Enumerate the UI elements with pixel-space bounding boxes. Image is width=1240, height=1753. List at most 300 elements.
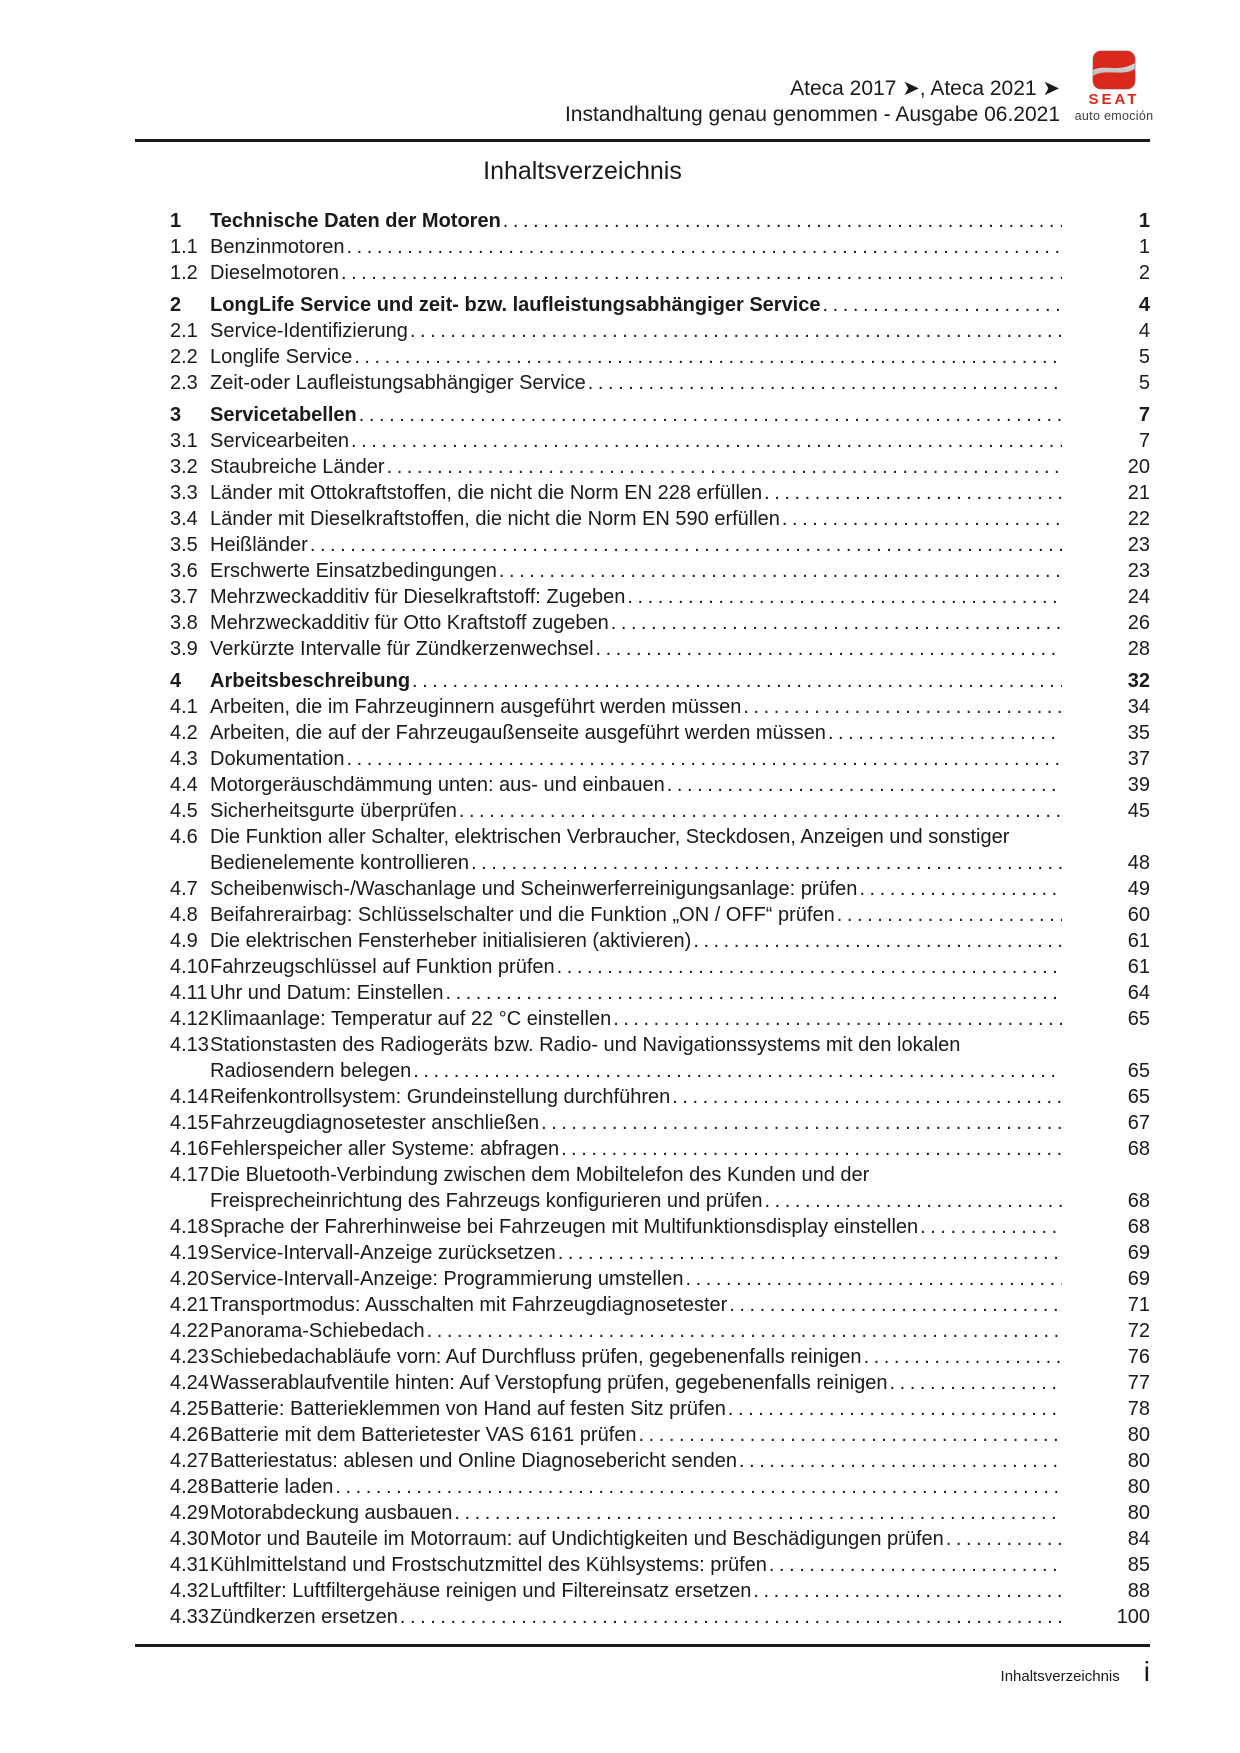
toc-entry-number: 4.19: [170, 1242, 209, 1264]
page-footer: [135, 1657, 1150, 1687]
toc-entry: [135, 558, 1150, 584]
toc-entry-page: 77: [1127, 1372, 1150, 1394]
toc-entry-number: 4.14: [170, 1086, 209, 1108]
toc-entry: [135, 344, 1150, 370]
toc-entry-number: 4.1: [170, 696, 198, 718]
toc-entry-title: [210, 344, 1062, 370]
toc-entry: [135, 720, 1150, 746]
toc-entry-title-line: Uhr und Datum: Einstellen: [210, 982, 444, 1004]
toc-entry-title-line: Klimaanlage: Temperatur auf 22 °C einstellen: [210, 1008, 612, 1030]
toc-entry-number: 4.20: [170, 1268, 209, 1290]
dot-leader: [743, 694, 1062, 720]
toc-entry-title-line: Servicetabellen: [210, 404, 357, 426]
toc-entry-title: [210, 610, 1062, 636]
toc-entry-title-line: Benzinmotoren: [210, 236, 345, 258]
toc-entry-page: 80: [1127, 1450, 1150, 1472]
toc-entry: [135, 1032, 1150, 1084]
toc-entry-title-line: Bedienelemente kontrollieren: [210, 852, 470, 874]
toc-entry-number: 4.25: [170, 1398, 209, 1420]
toc-entry-title: [210, 1084, 1062, 1110]
dot-leader: [823, 292, 1063, 318]
toc-entry-page: 1: [1138, 210, 1150, 232]
toc-entry-title: [210, 668, 1062, 694]
dot-leader: [639, 1422, 1062, 1448]
toc-entry-title: [210, 1604, 1062, 1630]
toc-entry-number: 4.30: [170, 1528, 209, 1550]
toc-entry-title: [210, 428, 1062, 454]
toc-entry: [135, 746, 1150, 772]
toc-entry-number: 3.6: [170, 560, 198, 582]
toc-entry: [135, 1240, 1150, 1266]
toc-entry-page: 23: [1127, 534, 1150, 556]
toc-entry-title: [210, 454, 1062, 480]
toc-entry-title-line: Service-Intervall-Anzeige: Programmierung umstellen: [210, 1268, 684, 1290]
seat-logo: [1072, 50, 1156, 123]
toc-entry-title-line: Zeit-oder Laufleistungsabhängiger Service: [210, 372, 586, 394]
toc-entry-page: 24: [1127, 586, 1150, 608]
toc-entry-number: 3.3: [170, 482, 198, 504]
dot-leader: [347, 746, 1062, 772]
toc-entry-page: 34: [1127, 696, 1150, 718]
toc-entry-title-line: Fahrzeugdiagnosetester anschließen: [210, 1112, 540, 1134]
dot-leader: [459, 798, 1062, 824]
toc-entry: [135, 1370, 1150, 1396]
toc-entry-number: 3: [170, 404, 182, 426]
toc-entry-title: [210, 1474, 1062, 1500]
toc-entry-page: 20: [1127, 456, 1150, 478]
dot-leader: [693, 928, 1062, 954]
toc-entry-number: 4.33: [170, 1606, 209, 1628]
toc-entry: [135, 636, 1150, 662]
toc-entry-title: [210, 370, 1062, 396]
toc-entry-title: [210, 234, 1062, 260]
toc-entry-number: 4.10: [170, 956, 209, 978]
dot-leader: [613, 1006, 1062, 1032]
toc-entry-title-line: Motor und Bauteile im Motorraum: auf Undichtigkeiten und Beschädigungen prüfen: [210, 1528, 944, 1550]
toc-entry: [135, 1578, 1150, 1604]
toc-entry-title-line: Die Funktion aller Schalter, elektrischen Verbraucher, Steckdosen, Anzeigen und sonstiger: [210, 826, 1010, 848]
dot-leader: [454, 1500, 1062, 1526]
dot-leader: [558, 1240, 1062, 1266]
toc-entry-title-line: Die elektrischen Fensterheber initialisieren (aktivieren): [210, 930, 692, 952]
toc-entry-title-line: Scheibenwisch-/Waschanlage und Scheinwerferreinigungsanlage: prüfen: [210, 878, 858, 900]
toc-entry-number: 4.26: [170, 1424, 209, 1446]
dot-leader: [499, 558, 1062, 584]
toc-entry-title-line: Stationstasten des Radiogeräts bzw. Radio- und Navigationssystems mit den lokalen: [210, 1034, 961, 1056]
toc-entry-title: [210, 1552, 1062, 1578]
toc-entry-title-line: Dieselmotoren: [210, 262, 339, 284]
toc-entry-number: 4.29: [170, 1502, 209, 1524]
toc-entry: [135, 772, 1150, 798]
toc-entry-title-line: Die Bluetooth-Verbindung zwischen dem Mobiltelefon des Kunden und der: [210, 1164, 870, 1186]
dot-leader: [310, 532, 1062, 558]
toc-entry: [135, 1110, 1150, 1136]
toc-entry-page: 68: [1127, 1138, 1150, 1160]
toc-entry-page: 84: [1127, 1528, 1150, 1550]
toc-entry-title-line: Batteriestatus: ablesen und Online Diagnosebericht senden: [210, 1450, 738, 1472]
toc-entry: [135, 902, 1150, 928]
toc-entry-title-line: Panorama-Schiebedach: [210, 1320, 425, 1342]
toc-entry-title: [210, 902, 1062, 928]
toc-entry-title: [210, 824, 1062, 876]
toc-entry-number: 2.2: [170, 346, 198, 368]
toc-entry-title-line: Freisprecheinrichtung des Fahrzeugs konfigurieren und prüfen: [210, 1190, 763, 1212]
dot-leader: [753, 1578, 1062, 1604]
dot-leader: [837, 902, 1062, 928]
toc-entry-page: 72: [1127, 1320, 1150, 1342]
toc-entry-page: 78: [1127, 1398, 1150, 1420]
toc-entry-page: 23: [1127, 560, 1150, 582]
toc-entry-number: 4.22: [170, 1320, 209, 1342]
toc-entry-title: [210, 636, 1062, 662]
toc-entry: [135, 1604, 1150, 1630]
page-title: Inhaltsverzeichnis: [483, 157, 682, 185]
toc-entry-page: 28: [1127, 638, 1150, 660]
toc-entry-title-line: Mehrzweckadditiv für Otto Kraftstoff zugeben: [210, 612, 609, 634]
toc-entry-number: 2.1: [170, 320, 198, 342]
toc-entry-number: 3.1: [170, 430, 198, 452]
toc-entry-title: [210, 260, 1062, 286]
toc-entry: [135, 428, 1150, 454]
dot-leader: [335, 1474, 1062, 1500]
toc-entry-title: [210, 208, 1062, 234]
toc-entry: [135, 610, 1150, 636]
dot-leader: [769, 1552, 1062, 1578]
header-rule: [135, 139, 1150, 142]
dot-leader: [400, 1604, 1062, 1630]
seat-emblem-icon: [1092, 50, 1136, 90]
toc-entry-title: [210, 402, 1062, 428]
toc-entry-title: [210, 1526, 1062, 1552]
toc-entry-title-line: Arbeiten, die im Fahrzeuginnern ausgeführt werden müssen: [210, 696, 742, 718]
toc-entry-title: [210, 292, 1062, 318]
toc-entry: [135, 506, 1150, 532]
toc-entry-title: [210, 876, 1062, 902]
dot-leader: [427, 1318, 1062, 1344]
toc-entry-title-line: Fahrzeugschlüssel auf Funktion prüfen: [210, 956, 555, 978]
toc-entry-number: 4.6: [170, 826, 198, 848]
toc-entry-page: 4: [1138, 294, 1150, 316]
toc-entry-page: 64: [1127, 982, 1150, 1004]
page-header: [135, 0, 1154, 142]
toc-entry-title-line: Dokumentation: [210, 748, 345, 770]
toc-entry: [135, 1500, 1150, 1526]
toc-entry: [135, 668, 1150, 694]
toc-entry-title-line: Motorabdeckung ausbauen: [210, 1502, 453, 1524]
toc-entry-page: 48: [1127, 852, 1150, 874]
dot-leader: [672, 1084, 1062, 1110]
dot-leader: [561, 1136, 1062, 1162]
toc-entry: [135, 1526, 1150, 1552]
toc-entry-title: [210, 746, 1062, 772]
toc-entry-number: 3.7: [170, 586, 198, 608]
toc-entry: [135, 798, 1150, 824]
dot-leader: [410, 318, 1062, 344]
toc-entry-number: 4: [170, 670, 182, 692]
toc-entry-number: 1: [170, 210, 182, 232]
toc-entry-page: 26: [1127, 612, 1150, 634]
toc-entry-number: 3.8: [170, 612, 198, 634]
toc-entry-title: [210, 1136, 1062, 1162]
toc-entry-page: 68: [1127, 1190, 1150, 1212]
toc-entry-title-line: Mehrzweckadditiv für Dieselkraftstoff: Zugeben: [210, 586, 626, 608]
toc-entry-page: 1: [1138, 236, 1150, 258]
toc-entry-title: [210, 1344, 1062, 1370]
toc-entry-page: 7: [1138, 430, 1150, 452]
toc-entry: [135, 954, 1150, 980]
toc-entry-number: 4.9: [170, 930, 198, 952]
toc-entry-title-line: Longlife Service: [210, 346, 353, 368]
toc-entry: [135, 532, 1150, 558]
toc-entry-page: 45: [1127, 800, 1150, 822]
toc-entry-number: 4.3: [170, 748, 198, 770]
toc-entry-title-line: Reifenkontrollsystem: Grundeinstellung durchführen: [210, 1086, 671, 1108]
toc-entry-title-line: Sicherheitsgurte überprüfen: [210, 800, 457, 822]
toc-entry-number: 4.18: [170, 1216, 209, 1238]
toc-entry-number: 3.4: [170, 508, 198, 530]
toc-entry: [135, 1396, 1150, 1422]
toc-entry-title-line: Zündkerzen ersetzen: [210, 1606, 398, 1628]
seat-tagline-text: auto emoción: [1074, 109, 1154, 123]
toc-entry-number: 4.8: [170, 904, 198, 926]
toc-entry: [135, 1266, 1150, 1292]
toc-entry-page: 80: [1127, 1502, 1150, 1524]
toc-entry: [135, 402, 1150, 428]
toc-entry: [135, 1084, 1150, 1110]
toc-entry-title-line: Radiosendern belegen: [210, 1060, 412, 1082]
toc-entry-number: 4.7: [170, 878, 198, 900]
dot-leader: [611, 610, 1062, 636]
toc-entry-number: 4.2: [170, 722, 198, 744]
dot-leader: [686, 1266, 1062, 1292]
toc-entry-title: [210, 1032, 1062, 1084]
toc-entry-page: 67: [1127, 1112, 1150, 1134]
toc-entry-page: 61: [1127, 956, 1150, 978]
toc-entry-number: 2.3: [170, 372, 198, 394]
toc-entry-number: 4.11: [170, 982, 208, 1004]
toc-entry-page: 76: [1127, 1346, 1150, 1368]
toc-entry: [135, 876, 1150, 902]
toc-entry-page: 5: [1138, 346, 1150, 368]
toc-entry-title: [210, 1396, 1062, 1422]
toc-entry-title: [210, 1006, 1062, 1032]
dot-leader: [351, 428, 1062, 454]
toc-entry-title: [210, 480, 1062, 506]
toc-entry-title: [210, 720, 1062, 746]
toc-entry-title-line: Arbeiten, die auf der Fahrzeugaußenseite ausgeführt werden müssen: [210, 722, 826, 744]
toc-entry-page: 69: [1127, 1268, 1150, 1290]
footer-section-label: Inhaltsverzeichnis: [1000, 1668, 1120, 1685]
toc-entry-page: 21: [1127, 482, 1150, 504]
toc-entry-number: 4.13: [170, 1034, 209, 1056]
toc-entry-title-line: Länder mit Ottokraftstoffen, die nicht die Norm EN 228 erfüllen: [210, 482, 763, 504]
toc-entry-number: 4.15: [170, 1112, 209, 1134]
toc-entry-title: [210, 1214, 1062, 1240]
footer-rule: [135, 1644, 1150, 1647]
dot-leader: [729, 1292, 1062, 1318]
toc-entry-title: [210, 532, 1062, 558]
toc-entry-number: 2: [170, 294, 182, 316]
toc-entry-page: 80: [1127, 1424, 1150, 1446]
toc-entry: [135, 1006, 1150, 1032]
toc-entry: [135, 1474, 1150, 1500]
toc-entry-number: 4.32: [170, 1580, 209, 1602]
toc-entry-number: 1.2: [170, 262, 198, 284]
toc-entry-number: 3.2: [170, 456, 198, 478]
toc-entry-page: 100: [1116, 1606, 1150, 1628]
toc-entry-title: [210, 928, 1062, 954]
dot-leader: [728, 1396, 1062, 1422]
toc-entry-page: 69: [1127, 1242, 1150, 1264]
toc-entry-title: [210, 1240, 1062, 1266]
dot-leader: [347, 234, 1062, 260]
toc-entry-page: 37: [1127, 748, 1150, 770]
toc-entry-title-line: Staubreiche Länder: [210, 456, 385, 478]
toc-entry-title: [210, 1292, 1062, 1318]
toc-entry: [135, 260, 1150, 286]
header-subtitle-line: Instandhaltung genau genommen - Ausgabe 06.2021: [564, 103, 1060, 126]
dot-leader: [557, 954, 1062, 980]
dot-leader: [946, 1526, 1062, 1552]
dot-leader: [864, 1344, 1062, 1370]
toc-entry: [135, 370, 1150, 396]
toc-entry-title: [210, 1448, 1062, 1474]
seat-brand-text: SEAT: [1088, 91, 1140, 108]
toc-entry-title-line: Batterie: Batterieklemmen von Hand auf festen Sitz prüfen: [210, 1398, 726, 1420]
header-text: [565, 76, 1060, 128]
dot-leader: [782, 506, 1062, 532]
dot-leader: [341, 260, 1062, 286]
toc-entry-title-line: Motorgeräuschdämmung unten: aus- und einbauen: [210, 774, 665, 796]
toc-entry-title-line: Sprache der Fahrerhinweise bei Fahrzeugen mit Multifunktionsdisplay einstellen: [210, 1216, 919, 1238]
toc-entry-title: [210, 1266, 1062, 1292]
toc-entry-title: [210, 318, 1062, 344]
toc-entry-page: 65: [1127, 1060, 1150, 1082]
toc-entry-page: 5: [1138, 372, 1150, 394]
toc-entry-page: 22: [1127, 508, 1150, 530]
toc-entry: [135, 1214, 1150, 1240]
toc-entry: [135, 1136, 1150, 1162]
toc-entry-title: [210, 772, 1062, 798]
toc-entry: [135, 480, 1150, 506]
toc-entry-page: 65: [1127, 1008, 1150, 1030]
toc-entry-title: [210, 1500, 1062, 1526]
dot-leader: [503, 208, 1062, 234]
toc-entry: [135, 1552, 1150, 1578]
dot-leader: [890, 1370, 1063, 1396]
toc-entry-number: 4.31: [170, 1554, 209, 1576]
toc-entry-page: 4: [1138, 320, 1150, 342]
toc-entry-page: 2: [1138, 262, 1150, 284]
dot-leader: [387, 454, 1062, 480]
toc-entry-number: 3.9: [170, 638, 198, 660]
dot-leader: [354, 344, 1062, 370]
toc-entry-title-line: Technische Daten der Motoren: [210, 210, 501, 232]
toc-entry-number: 4.21: [170, 1294, 209, 1316]
toc-entry-title-line: Service-Intervall-Anzeige zurücksetzen: [210, 1242, 556, 1264]
dot-leader: [859, 876, 1062, 902]
toc-entry-title-line: Erschwerte Einsatzbedingungen: [210, 560, 497, 582]
dot-leader: [471, 850, 1062, 876]
toc-entry-title-line: LongLife Service und zeit- bzw. laufleistungsabhängiger Service: [210, 294, 821, 316]
toc-entry: [135, 454, 1150, 480]
toc-entry-title: [210, 558, 1062, 584]
toc-entry-title: [210, 954, 1062, 980]
toc-entry: [135, 234, 1150, 260]
dot-leader: [920, 1214, 1062, 1240]
toc-entry: [135, 694, 1150, 720]
toc-entry-title: [210, 1370, 1062, 1396]
toc-entry-number: 4.28: [170, 1476, 209, 1498]
toc-entry: [135, 1162, 1150, 1214]
toc-entry-title-line: Schiebedachabläufe vorn: Auf Durchfluss prüfen, gegebenenfalls reinigen: [210, 1346, 862, 1368]
toc-entry-title: [210, 506, 1062, 532]
toc-entry-number: 1.1: [170, 236, 198, 258]
toc-entry-title: [210, 1578, 1062, 1604]
toc-entry-title-line: Wasserablaufventile hinten: Auf Verstopfung prüfen, gegebenenfalls reinigen: [210, 1372, 888, 1394]
toc-entry-number: 3.5: [170, 534, 198, 556]
toc-entry-number: 4.17: [170, 1164, 209, 1186]
toc-entry-number: 4.23: [170, 1346, 209, 1368]
toc-entry-number: 4.12: [170, 1008, 209, 1030]
toc-entry: [135, 1292, 1150, 1318]
toc-entry-title-line: Arbeitsbeschreibung: [210, 670, 411, 692]
toc-entry-title: [210, 980, 1062, 1006]
toc-entry-title: [210, 1422, 1062, 1448]
toc-entry-number: 4.24: [170, 1372, 209, 1394]
toc-entry-page: 88: [1127, 1580, 1150, 1602]
toc-entry-number: 4.4: [170, 774, 198, 796]
toc-entry-page: 68: [1127, 1216, 1150, 1238]
toc-entry: [135, 1448, 1150, 1474]
toc-entry-title-line: Beifahrerairbag: Schlüsselschalter und die Funktion „ON / OFF“ prüfen: [210, 904, 835, 926]
toc-entry-title: [210, 1318, 1062, 1344]
toc-entry-page: 71: [1127, 1294, 1150, 1316]
toc-entry-page: 80: [1127, 1476, 1150, 1498]
dot-leader: [828, 720, 1062, 746]
toc-entry-title-line: Fehlerspeicher aller Systeme: abfragen: [210, 1138, 560, 1160]
footer-page-number: i: [1143, 1656, 1150, 1687]
toc-entry-title-line: Batterie laden: [210, 1476, 334, 1498]
header-model-line: Ateca 2017 ➤, Ateca 2021 ➤: [790, 77, 1060, 100]
dot-leader: [445, 980, 1062, 1006]
toc-entry: [135, 318, 1150, 344]
dot-leader: [588, 370, 1062, 396]
toc-entry-title-line: Luftfilter: Luftfiltergehäuse reinigen und Filtereinsatz ersetzen: [210, 1580, 752, 1602]
toc-entry-number: 4.27: [170, 1450, 209, 1472]
toc-entry: [135, 1344, 1150, 1370]
toc-entry: [135, 824, 1150, 876]
toc-entry-title-line: Verkürzte Intervalle für Zündkerzenwechsel: [210, 638, 594, 660]
dot-leader: [739, 1448, 1062, 1474]
dot-leader: [764, 480, 1062, 506]
toc-entry-page: 35: [1127, 722, 1150, 744]
toc-entry-title: [210, 1162, 1062, 1214]
toc-entry: [135, 208, 1150, 234]
toc-entry-page: 39: [1127, 774, 1150, 796]
toc-entry-title: [210, 584, 1062, 610]
toc-entry: [135, 1422, 1150, 1448]
toc-entry: [135, 928, 1150, 954]
toc-entry-title-line: Batterie mit dem Batterietester VAS 6161 prüfen: [210, 1424, 637, 1446]
toc-entry-title: [210, 694, 1062, 720]
toc-entry-page: 7: [1138, 404, 1150, 426]
dot-leader: [596, 636, 1062, 662]
toc-list: [135, 208, 1150, 1630]
dot-leader: [359, 402, 1062, 428]
toc-entry-title: [210, 1110, 1062, 1136]
toc-entry-page: 49: [1127, 878, 1150, 900]
